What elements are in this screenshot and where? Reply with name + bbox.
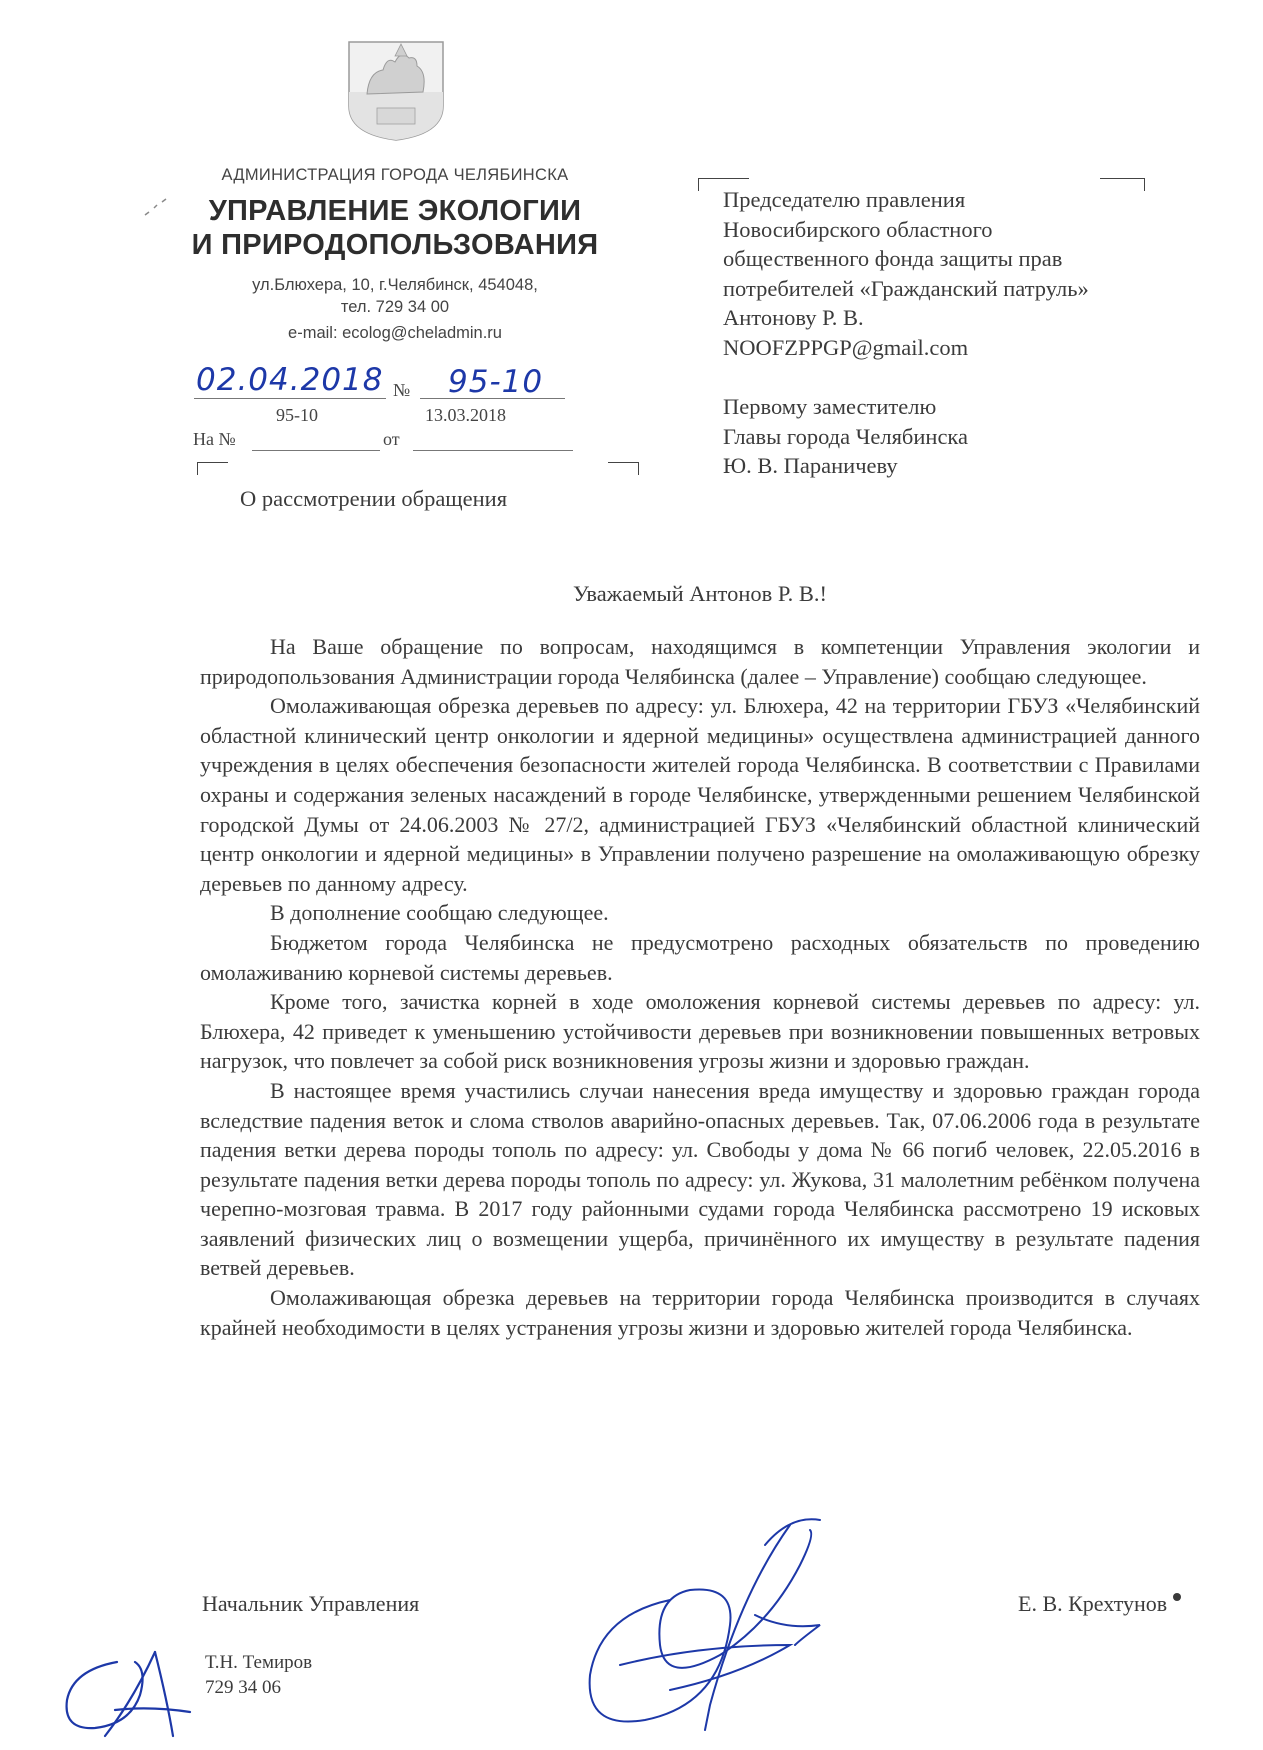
subject-corner-left — [197, 462, 228, 475]
signatory-title: Начальник Управления — [202, 1591, 420, 1616]
second-recipient-line: Первому заместителю — [723, 394, 937, 419]
recipient-line: общественного фонда защиты прав — [723, 246, 1063, 271]
department-address: ул.Блюхера, 10, г.Челябинск, 454048, — [252, 276, 538, 294]
greeting: Уважаемый Антонов Р. В.! — [573, 581, 827, 606]
recipient-line: Новосибирского областного — [723, 216, 993, 242]
executor-initial-mark — [55, 1640, 205, 1745]
recipient-line: Председателю правления — [723, 187, 966, 212]
recipient-email: NOOFZPPGP@gmail.com — [723, 334, 969, 360]
second-recipient-line: Главы города Челябинска — [723, 423, 969, 449]
body-paragraph: В настоящее время участились случаи нанесения вреда имуществу и здоровью граждан города вследствие падения веток и слома стволов аварийно-опасных деревьев. Так, 07.06.2006 года в результате падения ветки дерева породы тополь по адресу: ул. Свободы у дома № 66 погиб человек, 22.05.2016 в результате падения ветки дерева породы тополь по адресу: ул. Жукова, 31 малолетним ребёнком получена черепно-мозговая травма. В 2017 году районными судами города Челябинска рассмотрено 19 исковых заявлений физических лиц о возмещении ущерба, причинённого их имуществу в результате падения ветвей деревьев. — [200, 1077, 1200, 1281]
body-paragraph: Бюджетом города Челябинска не предусмотрено расходных обязательств по проведению омолаживанию корневой системы деревьев. — [200, 929, 1200, 985]
registration-code: 95-10 — [276, 405, 318, 425]
administration-name: АДМИНИСТРАЦИЯ ГОРОДА ЧЕЛЯБИНСКА — [221, 166, 569, 184]
reference-date-line — [413, 450, 573, 451]
reference-date-label: от — [383, 429, 400, 449]
registration-date: 02.04.2018 — [196, 362, 384, 398]
subject-corner-right — [608, 462, 639, 475]
department-phone: тел. 729 34 00 — [340, 298, 450, 316]
body-paragraph: Омолаживающая обрезка деревьев на территории города Челябинска производится в случаях крайней необходимости в целях устранения угрозы жизни и здоровью жителей города Челябинска. — [200, 1285, 1200, 1340]
department-email: e-mail: ecolog@cheladmin.ru — [288, 324, 502, 342]
body-paragraph: На Ваше обращение по вопросам, находящимся в компетенции Управления экологии и природопользования Администрации города Челябинска (далее – Управление) сообщаю следующее. — [200, 634, 1200, 689]
coat-of-arms-emblem — [343, 36, 449, 144]
executor-block — [205, 1650, 312, 1700]
recipient-line: Антонову Р. В. — [723, 305, 864, 330]
body-paragraph: В дополнение сообщаю следующее. — [270, 900, 609, 926]
body-paragraph: Кроме того, зачистка корней в ходе омоложения корневой системы деревьев по адресу: ул. Блюхера, 42 приведет к уменьшению устойчивости деревьев при возникновении повышенных ветровых нагрузок, что повлечет за собой риск возникновения угрозы жизни и здоровью граждан. — [200, 989, 1200, 1074]
registration-number-line — [420, 398, 565, 399]
body-paragraph: Омолаживающая обрезка деревьев по адресу: ул. Блюхера, 42 на территории ГБУЗ «Челябинский областной клинический центр онкологии и ядерной медицины» осуществлена администрацией данного учреждения в целях обеспечения безопасности жителей города Челябинска. В соответствии с Правилами охраны и содержания зеленых насаждений в городе Челябинске, утвержденными решением Челябинской городской Думы от 24.06.2003 № 27/2, администрацией ГБУЗ «Челябинский областной клинический центр онкологии и ядерной медицины» в Управлении получено разрешение на омолаживающую обрезку деревьев по данному адресу. — [200, 693, 1200, 896]
recipient-line: потребителей «Гражданский патруль» — [723, 275, 1089, 301]
scan-artifact — [1170, 1590, 1184, 1604]
reference-number-line — [252, 450, 380, 451]
scan-artifact — [140, 190, 180, 220]
department-name — [160, 194, 630, 262]
second-recipient-line: Ю. В. Параничеву — [723, 453, 898, 478]
registration-date-line — [194, 398, 386, 399]
department-name-line2: И ПРИРОДОПОЛЬЗОВАНИЯ — [191, 229, 599, 261]
department-name-line1: УПРАВЛЕНИЕ ЭКОЛОГИИ — [208, 195, 582, 227]
letter-body — [200, 632, 1200, 1342]
executor-phone: 729 34 06 — [205, 1677, 281, 1698]
department-contacts — [190, 274, 600, 344]
executor-name: Т.Н. Темиров — [205, 1652, 313, 1673]
handwritten-signature — [560, 1505, 860, 1745]
recipient-block — [723, 185, 1193, 481]
signatory-name: Е. В. Крехтунов — [1018, 1591, 1168, 1616]
reference-number-label: На № — [193, 429, 236, 449]
registration-incoming-date: 13.03.2018 — [425, 405, 506, 425]
registration-number: 95-10 — [448, 364, 544, 400]
registration-number-sign: № — [393, 380, 411, 400]
letter-subject: О рассмотрении обращения — [240, 486, 508, 511]
